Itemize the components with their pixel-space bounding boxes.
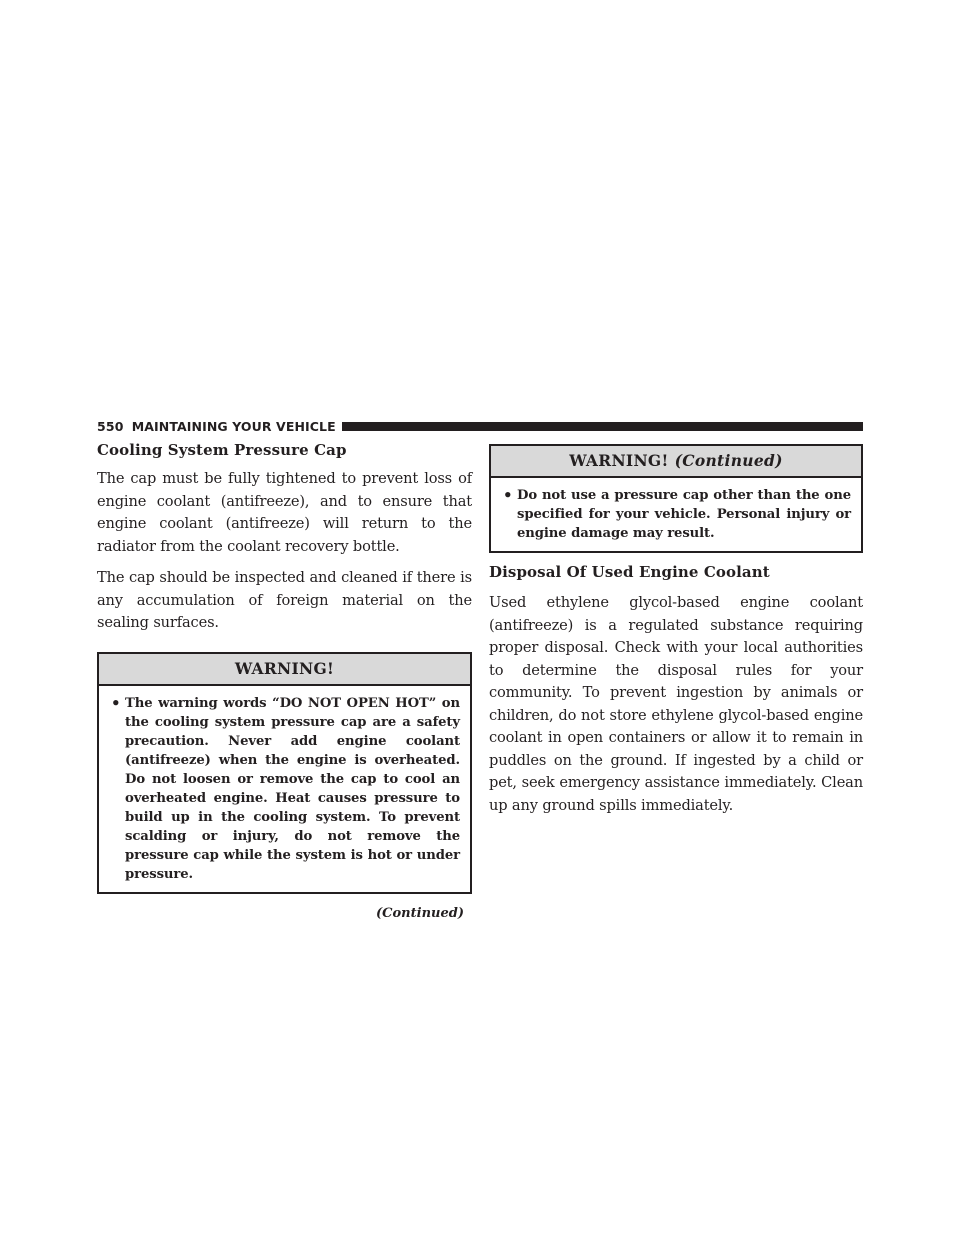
warning-title [491, 446, 861, 478]
warning-box [97, 652, 472, 894]
warning-bullet-item [111, 694, 460, 884]
warning-box-continued [489, 444, 863, 553]
paragraph-coolant-disposal: Used ethylene glycol-based engine coolant (antifreeze) is a regulated substance requiring proper disposal. Check with your local authorities to determine the disposal rules for your community. To prevent ingestion by animals or children, do not store ethylene glycol-based engine coolant in open containers or allow it to remain in puddles on the ground. If ingested by a child or pet, seek emergency assistance immediately. Clean up any ground spills immediately. [489, 594, 863, 814]
bullet-icon: • [503, 486, 513, 504]
paragraph-cap-inspected: The cap should be inspected and cleaned if there is any accumulation of foreign material on the sealing surfaces. [97, 569, 472, 631]
warning-title-text: WARNING! [569, 451, 669, 470]
header-rule [342, 422, 863, 431]
warning-title-text: WARNING! [234, 658, 335, 678]
left-column [97, 440, 472, 921]
section-title: MAINTAINING YOUR VEHICLE [131, 418, 336, 434]
warning-text: The warning words “DO NOT OPEN HOT” on the cooling system pressure cap are a safety precaution. Never add engine coolant (antifreeze) when the engine is overheated. Do not loosen or remove the cap to cool an overheated engine. Heat causes pressure to build up in the cooling system. To prevent scalding or injury, do not remove the pressure cap while the system is hot or under pressure. [125, 695, 460, 882]
paragraph-cap-tightened: The cap must be fully tightened to prevent loss of engine coolant (antifreeze), and to ensure that engine coolant (antifreeze) will return to the radiator from the coolant recovery bottle. [97, 470, 472, 555]
page-header [97, 418, 863, 434]
continued-label: (Continued) [376, 905, 464, 921]
page-number: 550 [97, 418, 124, 434]
section-heading-coolant-disposal: Disposal Of Used Engine Coolant [489, 563, 770, 581]
warning-title-continued: (Continued) [674, 451, 783, 470]
section-heading-pressure-cap: Cooling System Pressure Cap [97, 441, 347, 459]
warning-title [99, 654, 470, 686]
bullet-icon: • [111, 693, 121, 712]
warning-text: Do not use a pressure cap other than the one specified for your vehicle. Personal injury or engine damage may result. [517, 488, 851, 541]
warning-bullet-item [503, 486, 851, 543]
right-column [489, 440, 863, 817]
